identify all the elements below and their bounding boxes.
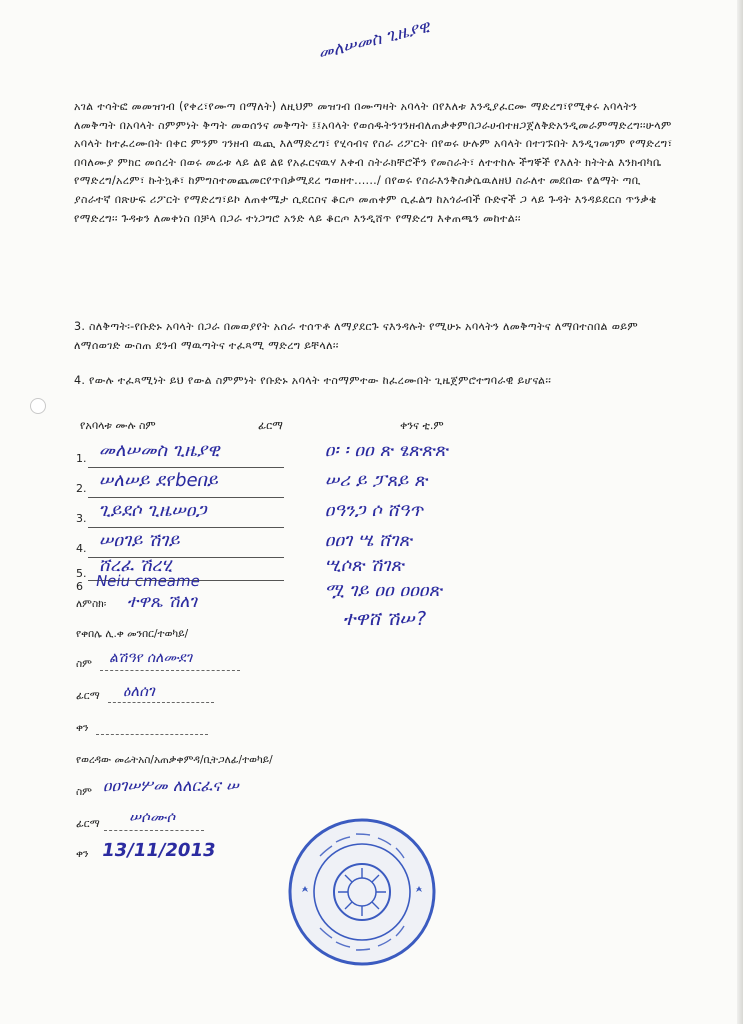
member-phone: ሟ ገይ ዐዐ ዐዐዐጽ	[324, 580, 445, 601]
woreda-date: 13/11/2013	[100, 840, 218, 861]
top-handwritten-note: መለሠመስ ጊዜያዊ	[319, 15, 431, 65]
body-paragraph	[74, 98, 679, 228]
member-underline	[88, 527, 284, 528]
member-name: ሠዐገይ ሽገይ	[98, 530, 183, 551]
woreda-signature-label: ፊርማ	[76, 818, 100, 830]
member-phone: ዐዐገ ሤ ሸገጽ	[324, 530, 415, 551]
kebele-signature-line	[108, 702, 214, 703]
section-3-text: 3. ስለቅጣት፡-የቡድኑ አባላት በጋራ በመወያየት አሰራ ተሰጥቶ ለማያደርጉ ናእንዳሉት የሚሁኑ አባላትን ለመቅጣትና ለማበተስበል ወይም ለማሰወገድ ውስጠ ደንብ ማዉጣትና ተፈጻሚ ማድረግ ይቸላለ፡፡	[74, 320, 639, 352]
member-name: ሠለሠይ ደየbeበይ	[98, 470, 221, 491]
punch-hole	[30, 398, 46, 414]
kebele-name-signature: ልሽዓየ ሰለሙደገ	[108, 650, 195, 666]
woreda-signature-line	[104, 830, 204, 831]
member-underline	[88, 467, 284, 468]
kebele-date-line	[96, 734, 208, 735]
kebele-signature: ዕለሰገ	[122, 682, 158, 700]
kebele-section-title: የቀበሌ ሊ.ቀ መንበር/ተወካይ/	[76, 628, 189, 640]
member-name: መለሠመስ ጊዜያዊ	[98, 440, 223, 461]
member-number: 5.	[76, 567, 87, 580]
woreda-name-label: ስም	[76, 786, 92, 798]
header-phone: ቀንና ቲ.ም	[400, 419, 444, 432]
member-number: 6	[76, 580, 83, 593]
section-4	[74, 372, 679, 391]
member-underline	[88, 497, 284, 498]
member-phone: ሠሪ ይ ፓጸይ ጽ	[324, 470, 431, 491]
member-name: Neiu cmeame	[94, 572, 202, 590]
section-4-text: 4. የውሉ ተፈጻሚነት ይህ የውል ስምምነት የቡድኑ አባላት ተስማምተው ከፈረሙበት ጊዜጀምሮተግባራዊ ይሆናል፡፡	[74, 374, 552, 387]
witness-label: ለምስክ፡	[76, 598, 107, 610]
woreda-signature: ሠሶሙሶ	[128, 808, 178, 826]
member-name: ሸረፈ ሽረሂ	[98, 555, 176, 576]
kebele-signature-label: ፊርማ	[76, 690, 100, 702]
section-3	[74, 318, 679, 355]
page-edge	[737, 0, 743, 1024]
header-member-name: የአባላቱ ሙሉ ስም	[80, 419, 156, 432]
member-phone: ዐ፡ ፡ ዐዐ ጽ ፄጽጽጽ	[324, 440, 451, 461]
kebele-name-label: ስም	[76, 658, 92, 670]
body-text: አገል ተሳትፎ መመዝገብ (የቀረ፣የሙጣ በማለት) ለዚህም መዝገብ በሙጣዛት አባላት በየእለቱ እንዲያፈርሙ ማድረግ፣የሚቀሩ አባላትን ለመቅጣት በአባላት ስምምነት ቅጣት መወሰንና መቅጣት ፤፤አባላት የወሰዱትንገንዘብለጠቃቀምበጋራሀብተዘጋጀለቅድአንዲመራምማድረግ፡፡ሁላም አባላት ከተፈረሙበት በቀር ምንም ገንዘብ ዉጪ እለማድረግ፣ የሂሳብና የስራ ሪፖርት በየወሩ ሁሉም አባላት በተገኙበት እንዲገመገም የማድረግ፣ በባለሙያ ምክር መሰረት በወሩ መሬቱ ላይ ልዩ ልዩ የአፈርናዉሃ እቀብ ስትራክቸሮችን የመስራት፣ ለተተከሉ ችግኞች የእለት ክትትል እንክብካቤ የማድረግ/አረም፣ ኩትኳቶ፣ ከምግስተመጨመርየጥበቃሚደረ ግወዘተ....../ በየወሩ የስራእንቅስቃሴዉለዘህ ስራለተ መደበው የልማት ጣቢ ያስራተኛ በጽሁፍ ሪፖርት የማድረግ፣ይኮ ለጠቀሜታ ሲደርስና ቆርጦ መጠቀም ሲፈልግ ከአጎራብች ቡድኖች ጋ ላይ ጉዳት እንዳይደርስ ጥንቃቄ የማድረግ፡፡ ጉዳቱን ለመቀነስ በቻላ በጋራ ተነጋግሮ አንድ ላይ ቆርጦ እንዲሸጥ የማድረግ እቀጠጫን መከተል፡፡	[74, 100, 673, 225]
kebele-name-line	[100, 670, 240, 671]
witness-name: ተዋጼ ሽለገ	[126, 592, 200, 612]
member-phone: ዐዓንጋ ሶ ሸዓጥ	[324, 500, 427, 521]
member-number: 2.	[76, 482, 87, 495]
official-stamp	[286, 816, 438, 968]
member-number: 4.	[76, 542, 87, 555]
kebele-date-label: ቀን	[76, 722, 89, 734]
woreda-date-label: ቀን	[76, 848, 89, 860]
member-name: ጊይደሶ ጊዜሠዐጋ	[98, 500, 210, 521]
stamp-outer-ring	[290, 820, 434, 964]
header-signature: ፊርማ	[258, 419, 283, 432]
member-phone: ሢሶጽ ሽገጽ	[324, 555, 407, 576]
member-number: 1.	[76, 452, 87, 465]
woreda-name-signature: ዐዐገሠሦመ ለለርፈና ሠ	[102, 776, 242, 795]
witness-phone: ተዋሸ ሽሠ?	[342, 608, 429, 630]
member-number: 3.	[76, 512, 87, 525]
woreda-section-title: የወረዳው መሬትአስ/አጠቃቀምዳ/ቢትጋለፊ/ተወካይ/	[76, 754, 273, 766]
